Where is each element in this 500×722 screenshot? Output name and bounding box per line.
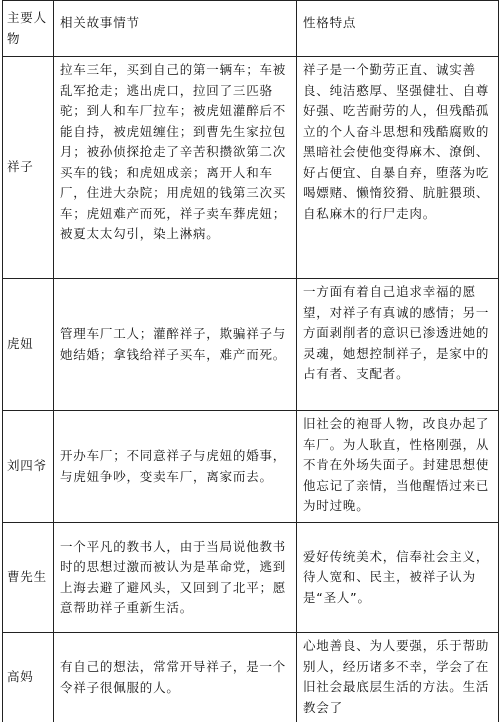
character-name: 曹先生	[3, 523, 54, 633]
story-cell: 拉车三年，买到自己的第一辆车；车被乱军抢走；逃出虎口，拉回了三匹骆驼；到人和车厂拉车；被虎妞灌醉后不能自持，被虎妞缠住；到曹先生家拉包月；被孙侦探抢走了辛苦积攒欲第二次买车的钱；和虎妞成亲；离开人和车厂，住进大杂院；用虎妞的钱第三次买车；虎妞难产而死，祥子卖车葬虎妞；被夏太太勾引，染上淋病。	[54, 57, 297, 279]
table-row	[3, 633, 499, 722]
character-name: 虎妞	[3, 279, 54, 411]
story-cell: 管理车厂工人；灌醉祥子，欺骗祥子与她结婚；拿钱给祥子买车，难产而死。	[54, 279, 297, 411]
header-story-plot: 相关故事情节	[54, 1, 297, 57]
header-character-traits: 性格特点	[297, 1, 499, 57]
story-cell: 一个平凡的教书人，由于当局说他教书时的思想过激而被认为是革命党，逃到上海去避了避风头，又回到了北平；愿意帮助祥子重新生活。	[54, 523, 297, 633]
table-header-row	[3, 1, 499, 57]
character-name: 祥子	[3, 57, 54, 279]
trait-cell: 爱好传统美术，信奉社会主义，待人宽和、民主，被祥子认为是“圣人”。	[297, 523, 499, 633]
header-main-character: 主要人物	[3, 1, 54, 57]
character-name: 高妈	[3, 633, 54, 722]
character-name: 刘四爷	[3, 411, 54, 523]
table-row	[3, 523, 499, 633]
table-row	[3, 279, 499, 411]
table-row	[3, 411, 499, 523]
trait-cell: 心地善良、为人要强，乐于帮助别人，经历诸多不幸，学会了在旧社会最底层生活的方法。生活教会了	[297, 633, 499, 722]
story-cell: 开办车厂；不同意祥子与虎妞的婚事，与虎妞争吵，变卖车厂，离家而去。	[54, 411, 297, 523]
story-cell: 有自己的想法，常常开导祥子，是一个令祥子很佩服的人。	[54, 633, 297, 722]
trait-cell: 祥子是一个勤劳正直、诚实善良、纯洁憨厚、坚强健壮、自尊好强、吃苦耐劳的人，但残酷孤立的个人奋斗思想和残酷腐败的黑暗社会使他变得麻木、潦倒、好占便宜、自暴自弃，堕落为吃喝嫖赌、懒惰狡猾、肮脏猥琐、自私麻木的行尸走肉。	[297, 57, 499, 279]
trait-cell: 旧社会的袍哥人物，改良办起了车厂。为人耿直，性格刚强，从不肯在外场失面子。封建思想使他忘记了亲情，当他醒悟过来已为时过晚。	[297, 411, 499, 523]
table-row	[3, 57, 499, 279]
trait-cell: 一方面有着自己追求幸福的愿望，对祥子有真诚的感情；另一方面剥削者的意识已渗透进她的灵魂，她想控制祥子，是家中的占有者、支配者。	[297, 279, 499, 411]
character-table	[2, 0, 499, 722]
